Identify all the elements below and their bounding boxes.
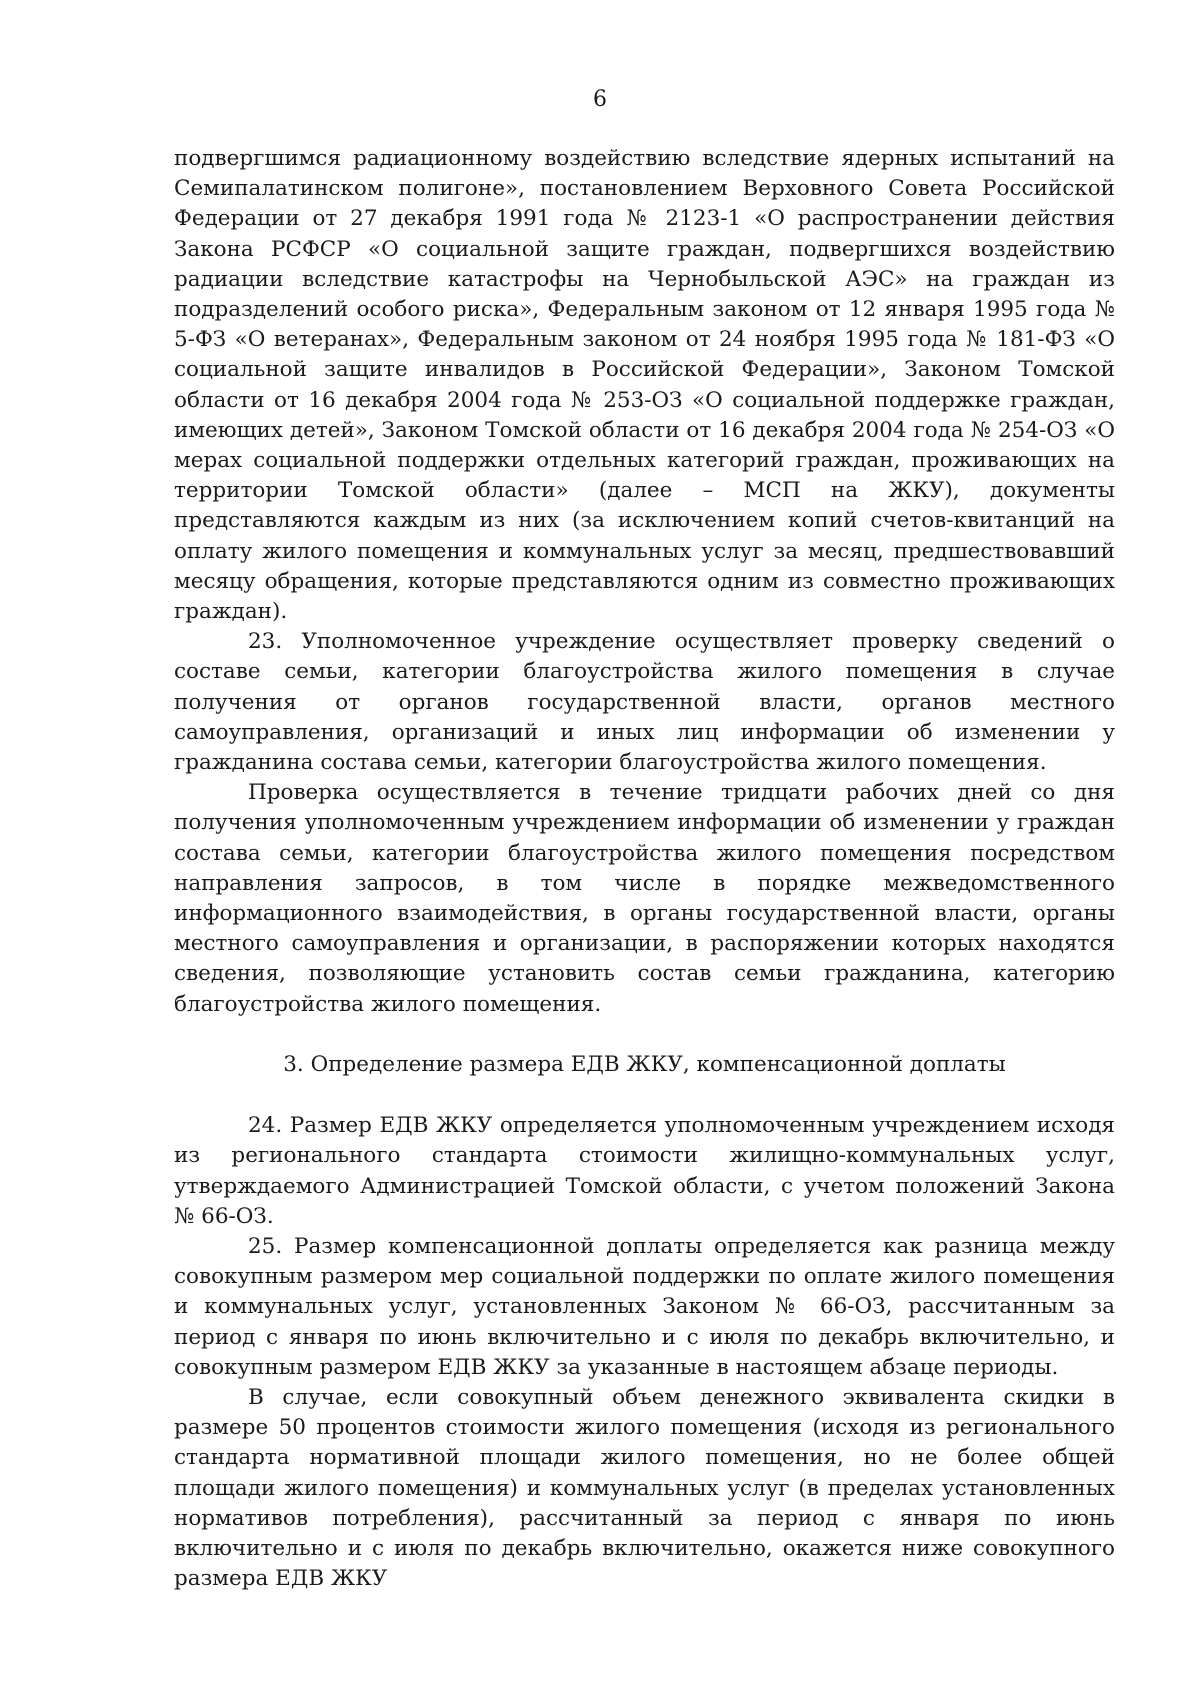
paragraph-25: 25. Размер компенсационной доплаты определяется как разница между совокупным размером мер социальной поддержки по оплате жилого помещения и коммунальных услуг, установленных Законом № 66-ОЗ, рассчитанным за период с января по июнь включительно и с июля по декабрь включительно, и совокупным размером ЕДВ ЖКУ за указанные в настоящем абзаце периоды. — [174, 1233, 1115, 1380]
paragraph-25-case: В случае, если совокупный объем денежного эквивалента скидки в размере 50 процентов стоимости жилого помещения (исходя из регионального стандарта нормативной площади жилого помещения, но не более общей площади жилого помещения) и коммунальных услуг (в пределах установленных нормативов потребления), рассчитанный за период с января по июнь включительно и с июля по декабрь включительно, окажется ниже совокупного размера ЕДВ ЖКУ — [174, 1384, 1115, 1592]
document-body — [174, 144, 1115, 1594]
section-heading: 3. Определение размера ЕДВ ЖКУ, компенсационной доплаты — [283, 1051, 1006, 1077]
paragraph-24: 24. Размер ЕДВ ЖКУ определяется уполномоченным учреждением исходя из регионального стандарта стоимости жилищно-коммунальных услуг, утверждаемого Администрацией Томской области, с учетом положений Закона № 66-ОЗ. — [174, 1113, 1115, 1229]
page-number: 6 — [593, 87, 607, 112]
paragraph-continuation: подвергшимся радиационному воздействию вследствие ядерных испытаний на Семипалатинском полигоне», постановлением Верховного Совета Российской Федерации от 27 декабря 1991 года № 2123-1 «О распространении действия Закона РСФСР «О социальной защите граждан, подвергшихся воздействию радиации вследствие катастрофы на Чернобыльской АЭС» на граждан из подразделений особого риска», Федеральным законом от 12 января 1995 года № 5-ФЗ «О ветеранах», Федеральным законом от 24 ноября 1995 года № 181-ФЗ «О социальной защите инвалидов в Российской Федерации», Законом Томской области от 16 декабря 2004 года № 253-ОЗ «О социальной поддержке граждан, имеющих детей», Законом Томской области от 16 декабря 2004 года № 254-ОЗ «О мерах социальной поддержки отдельных категорий граждан, проживающих на территории Томской области» (далее – МСП на ЖКУ), документы представляются каждым из них (за исключением копий счетов-квитанций на оплату жилого помещения и коммунальных услуг за месяц, предшествовавший месяцу обращения, которые представляются одним из совместно проживающих граждан). — [174, 146, 1115, 625]
paragraph-23: 23. Уполномоченное учреждение осуществляет проверку сведений о составе семьи, категории благоустройства жилого помещения в случае получения от органов государственной власти, органов местного самоуправления, организаций и иных лиц информации об изменении у гражданина состава семьи, категории благоустройства жилого помещения. — [174, 629, 1115, 776]
paragraph-23-verification: Проверка осуществляется в течение тридцати рабочих дней со дня получения уполномоченным учреждением информации об изменении у граждан состава семьи, категории благоустройства жилого помещения посредством направления запросов, в том числе в порядке межведомственного информационного взаимодействия, в органы государственной власти, органы местного самоуправления и организации, в распоряжении которых находятся сведения, позволяющие установить состав семьи гражданина, категорию благоустройства жилого помещения. — [174, 780, 1115, 1017]
